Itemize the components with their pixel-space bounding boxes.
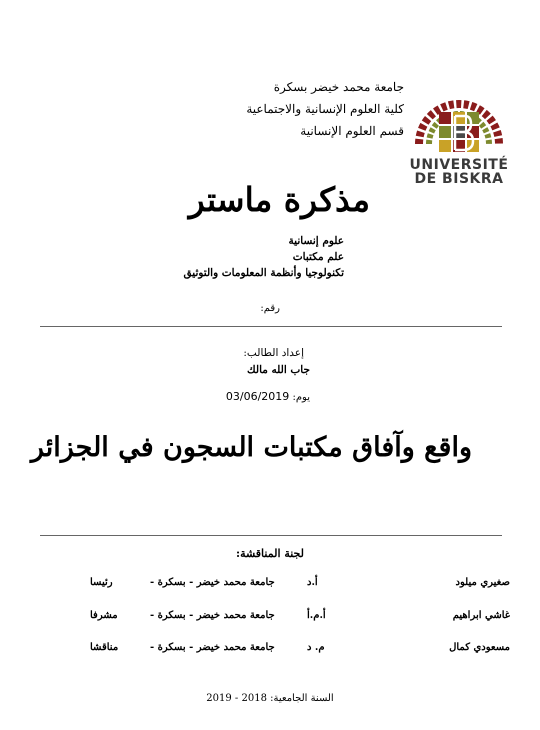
logo-text-line2: DE BISKRA <box>414 171 504 187</box>
member-institution: جامعة محمد خيضر - بسكرة - <box>150 642 275 653</box>
preparation-label: إعداد الطالب: <box>243 347 304 359</box>
member-rank: أ.د <box>307 577 318 588</box>
university-header <box>246 76 404 142</box>
committee-label: لجنة المناقشة: <box>236 547 304 560</box>
field: علوم إنسانية <box>288 235 344 247</box>
member-institution: جامعة محمد خيضر - بسكرة - <box>150 577 275 588</box>
member-institution: جامعة محمد خيضر - بسكرة - <box>150 610 275 621</box>
divider-bottom <box>40 535 502 536</box>
specialty: تكنولوجيا وأنظمة المعلومات والتوثيق <box>183 267 344 279</box>
member-rank: أ.م.أ <box>307 610 326 621</box>
member-role: رئيسا <box>90 577 113 588</box>
department-name: قسم العلوم الإنسانية <box>300 124 404 138</box>
specialization-block <box>184 233 344 281</box>
date-label: يوم: <box>292 392 310 403</box>
logo-text-line1: UNIVERSITÉ <box>409 157 509 173</box>
defense-date <box>226 390 310 403</box>
branch: علم مكتبات <box>292 251 344 263</box>
member-name: غاشي ابراهيم <box>452 610 510 621</box>
member-name: مسعودي كمال <box>449 642 510 653</box>
member-rank: م. د <box>307 642 325 653</box>
university-logo <box>405 70 513 188</box>
university-emblem-icon <box>405 70 513 158</box>
date-value: 03/06/2019 <box>225 390 290 403</box>
document-type: مذكرة ماستر <box>188 180 370 219</box>
student-name: جاب الله مالك <box>247 364 310 376</box>
reference-number: رقم: <box>260 303 280 314</box>
divider-top <box>40 326 502 327</box>
academic-year: السنة الجامعية: 2018 - 2019 <box>206 693 334 704</box>
university-name: جامعة محمد خيضر بسكرة <box>273 80 404 94</box>
thesis-title: واقع وآفاق مكتبات السجون في الجزائر <box>30 432 472 463</box>
member-role: مناقشا <box>90 642 119 653</box>
member-name: صغيري ميلود <box>455 577 510 588</box>
member-role: مشرفا <box>90 610 118 621</box>
faculty-name: كلية العلوم الإنسانية والاجتماعية <box>246 102 404 116</box>
